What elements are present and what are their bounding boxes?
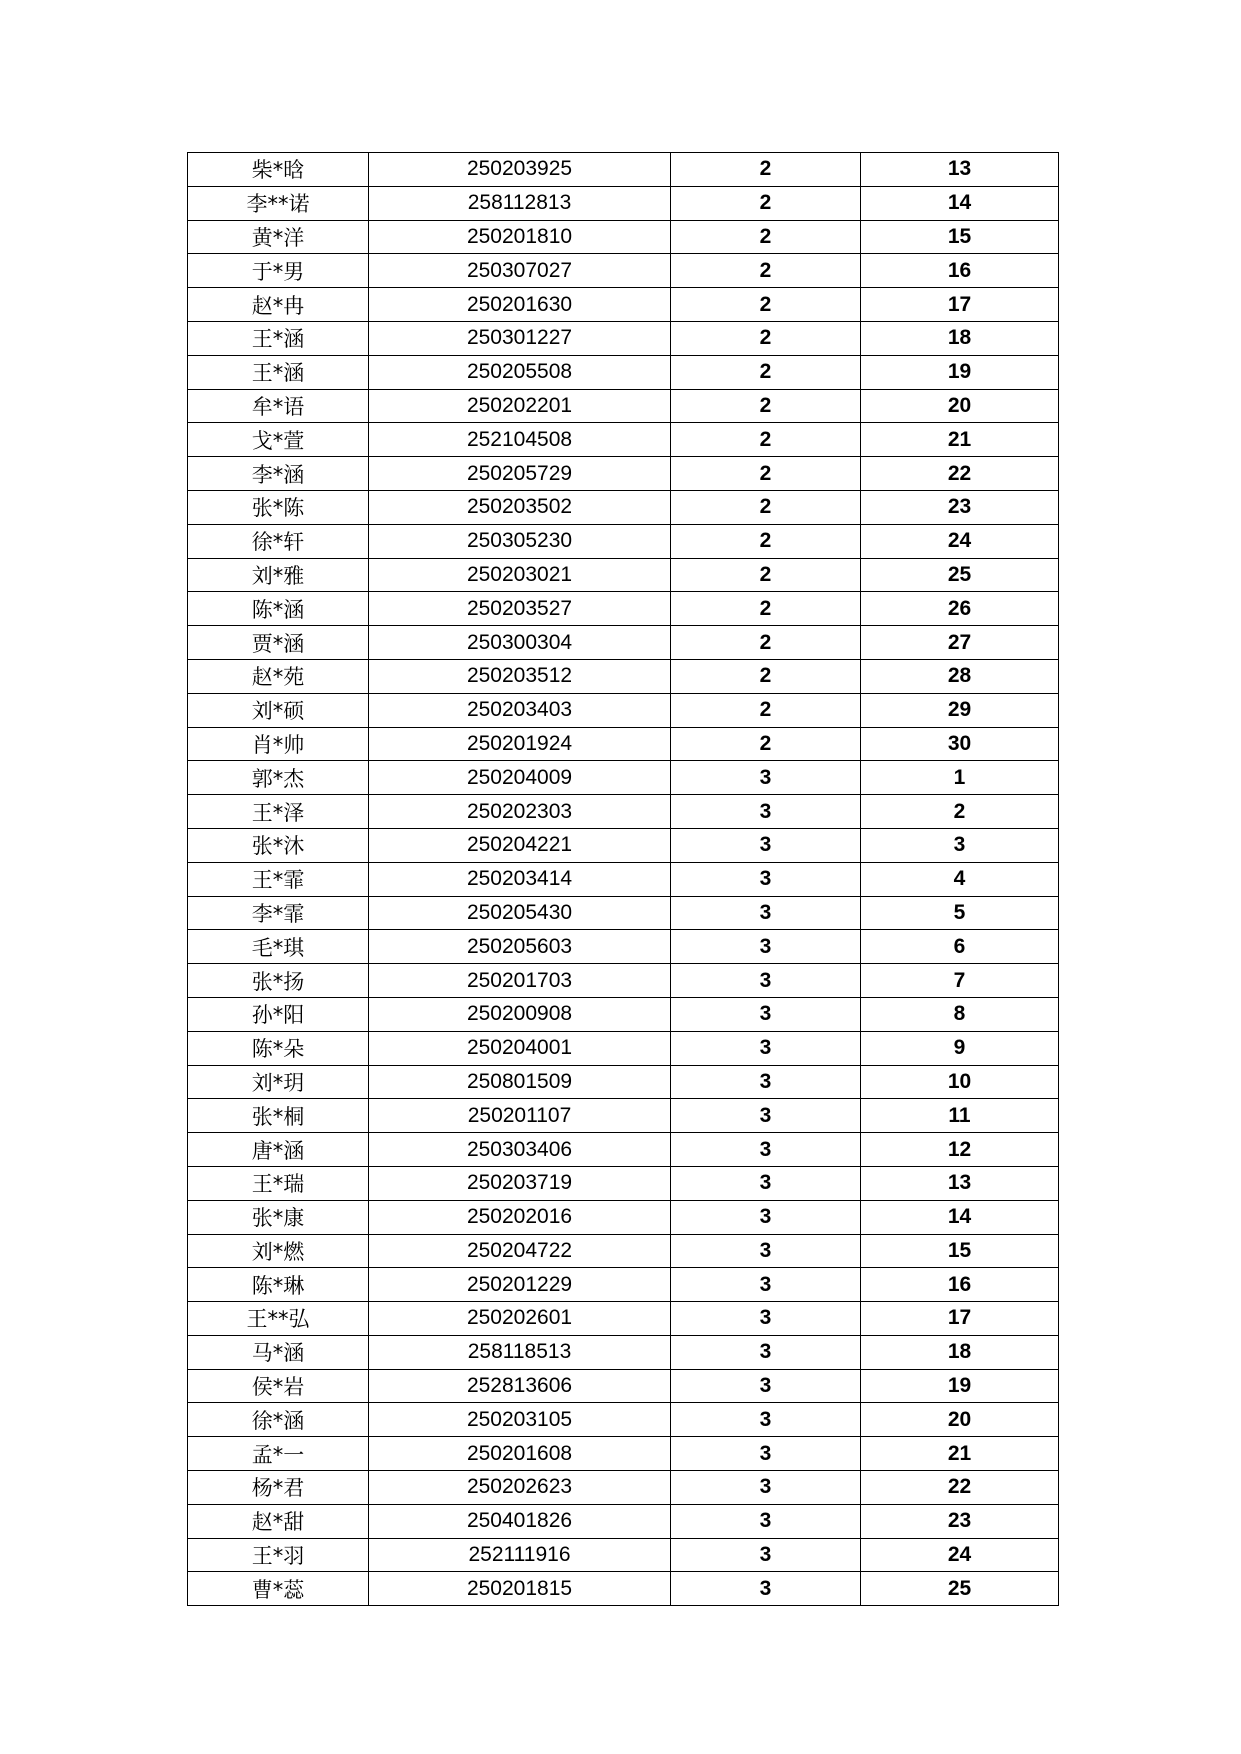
rank-cell: 16	[861, 254, 1059, 288]
student-name-cell: 徐*轩	[188, 524, 369, 558]
rank-cell: 8	[861, 997, 1059, 1031]
student-name-cell: 黄*洋	[188, 220, 369, 254]
rank-cell: 24	[861, 524, 1059, 558]
table-row	[188, 930, 1059, 964]
grade-cell: 2	[671, 626, 861, 660]
grade-cell: 2	[671, 490, 861, 524]
grade-cell: 2	[671, 186, 861, 220]
table-row	[188, 727, 1059, 761]
grade-cell: 2	[671, 659, 861, 693]
table-row	[188, 828, 1059, 862]
grade-cell: 3	[671, 1099, 861, 1133]
rank-cell: 7	[861, 964, 1059, 998]
rank-cell: 4	[861, 862, 1059, 896]
rank-cell: 12	[861, 1133, 1059, 1167]
student-id-cell: 250201815	[369, 1572, 671, 1606]
table-row	[188, 626, 1059, 660]
table-row	[188, 1234, 1059, 1268]
grade-cell: 3	[671, 1065, 861, 1099]
grade-cell: 3	[671, 828, 861, 862]
grade-cell: 3	[671, 964, 861, 998]
student-id-cell: 250203105	[369, 1403, 671, 1437]
student-id-cell: 250201229	[369, 1268, 671, 1302]
student-name-cell: 贾*涵	[188, 626, 369, 660]
student-id-cell: 250204001	[369, 1031, 671, 1065]
rank-cell: 29	[861, 693, 1059, 727]
rank-cell: 28	[861, 659, 1059, 693]
student-name-cell: 柴*晗	[188, 153, 369, 187]
student-name-cell: 李*霏	[188, 896, 369, 930]
student-id-cell: 250204221	[369, 828, 671, 862]
table-row	[188, 1504, 1059, 1538]
table-row	[188, 1572, 1059, 1606]
table-row	[188, 1268, 1059, 1302]
student-id-cell: 250201630	[369, 288, 671, 322]
grade-cell: 3	[671, 1471, 861, 1505]
rank-cell: 1	[861, 761, 1059, 795]
grade-cell: 2	[671, 693, 861, 727]
student-id-cell: 250202623	[369, 1471, 671, 1505]
rank-cell: 18	[861, 1335, 1059, 1369]
student-name-cell: 刘*硕	[188, 693, 369, 727]
rank-cell: 30	[861, 727, 1059, 761]
table-row	[188, 1065, 1059, 1099]
rank-cell: 21	[861, 423, 1059, 457]
table-row	[188, 288, 1059, 322]
rank-cell: 20	[861, 389, 1059, 423]
table-row	[188, 457, 1059, 491]
student-name-cell: 王**弘	[188, 1302, 369, 1336]
student-id-cell: 250202201	[369, 389, 671, 423]
student-name-cell: 赵*甜	[188, 1504, 369, 1538]
student-name-cell: 唐*涵	[188, 1133, 369, 1167]
rank-cell: 26	[861, 592, 1059, 626]
student-name-cell: 孟*一	[188, 1437, 369, 1471]
grade-cell: 3	[671, 1572, 861, 1606]
student-name-cell: 马*涵	[188, 1335, 369, 1369]
student-name-cell: 曹*蕊	[188, 1572, 369, 1606]
rank-cell: 9	[861, 1031, 1059, 1065]
grade-cell: 3	[671, 1234, 861, 1268]
rank-cell: 10	[861, 1065, 1059, 1099]
grade-cell: 3	[671, 1504, 861, 1538]
rank-cell: 21	[861, 1437, 1059, 1471]
rank-cell: 22	[861, 457, 1059, 491]
student-id-cell: 250203512	[369, 659, 671, 693]
student-name-cell: 张*康	[188, 1200, 369, 1234]
table-row	[188, 693, 1059, 727]
student-id-cell: 250203925	[369, 153, 671, 187]
student-name-cell: 张*扬	[188, 964, 369, 998]
student-id-cell: 250301227	[369, 321, 671, 355]
rank-cell: 13	[861, 1166, 1059, 1200]
rank-cell: 17	[861, 288, 1059, 322]
student-id-cell: 250201703	[369, 964, 671, 998]
student-id-cell: 250203414	[369, 862, 671, 896]
student-name-cell: 毛*琪	[188, 930, 369, 964]
student-name-cell: 杨*君	[188, 1471, 369, 1505]
grade-cell: 2	[671, 288, 861, 322]
table-row	[188, 862, 1059, 896]
grade-cell: 3	[671, 1302, 861, 1336]
student-name-cell: 王*涵	[188, 321, 369, 355]
table-row	[188, 1403, 1059, 1437]
grade-cell: 3	[671, 1369, 861, 1403]
rank-cell: 14	[861, 1200, 1059, 1234]
grade-cell: 2	[671, 457, 861, 491]
student-id-cell: 250200908	[369, 997, 671, 1031]
rank-cell: 19	[861, 355, 1059, 389]
rank-cell: 2	[861, 795, 1059, 829]
grade-cell: 3	[671, 1437, 861, 1471]
student-id-cell: 252111916	[369, 1538, 671, 1572]
student-id-cell: 250205430	[369, 896, 671, 930]
student-id-cell: 250305230	[369, 524, 671, 558]
grade-cell: 3	[671, 1200, 861, 1234]
student-id-cell: 250205508	[369, 355, 671, 389]
rank-cell: 3	[861, 828, 1059, 862]
table-row	[188, 1133, 1059, 1167]
table-row	[188, 1099, 1059, 1133]
student-name-cell: 陈*涵	[188, 592, 369, 626]
student-id-cell: 250203021	[369, 558, 671, 592]
student-name-cell: 王*霏	[188, 862, 369, 896]
student-name-cell: 王*涵	[188, 355, 369, 389]
rank-cell: 22	[861, 1471, 1059, 1505]
student-name-cell: 李**诺	[188, 186, 369, 220]
grade-cell: 3	[671, 1538, 861, 1572]
table-row	[188, 220, 1059, 254]
roster-body	[188, 153, 1059, 1606]
student-id-cell: 250204009	[369, 761, 671, 795]
table-row	[188, 1369, 1059, 1403]
rank-cell: 23	[861, 1504, 1059, 1538]
student-name-cell: 陈*朵	[188, 1031, 369, 1065]
grade-cell: 3	[671, 1403, 861, 1437]
grade-cell: 3	[671, 930, 861, 964]
table-row	[188, 524, 1059, 558]
grade-cell: 2	[671, 524, 861, 558]
student-name-cell: 侯*岩	[188, 1369, 369, 1403]
rank-cell: 25	[861, 558, 1059, 592]
grade-cell: 2	[671, 355, 861, 389]
student-id-cell: 250202601	[369, 1302, 671, 1336]
table-row	[188, 795, 1059, 829]
student-name-cell: 陈*琳	[188, 1268, 369, 1302]
student-id-cell: 250203527	[369, 592, 671, 626]
student-name-cell: 王*羽	[188, 1538, 369, 1572]
rank-cell: 24	[861, 1538, 1059, 1572]
student-name-cell: 赵*冉	[188, 288, 369, 322]
grade-cell: 3	[671, 1166, 861, 1200]
student-id-cell: 250204722	[369, 1234, 671, 1268]
table-row	[188, 761, 1059, 795]
student-name-cell: 徐*涵	[188, 1403, 369, 1437]
rank-cell: 25	[861, 1572, 1059, 1606]
student-id-cell: 258112813	[369, 186, 671, 220]
table-row	[188, 1166, 1059, 1200]
grade-cell: 2	[671, 153, 861, 187]
student-name-cell: 李*涵	[188, 457, 369, 491]
grade-cell: 2	[671, 321, 861, 355]
rank-cell: 11	[861, 1099, 1059, 1133]
table-row	[188, 1200, 1059, 1234]
student-name-cell: 孙*阳	[188, 997, 369, 1031]
student-id-cell: 250202016	[369, 1200, 671, 1234]
grade-cell: 2	[671, 423, 861, 457]
rank-cell: 27	[861, 626, 1059, 660]
student-id-cell: 250201810	[369, 220, 671, 254]
student-name-cell: 赵*苑	[188, 659, 369, 693]
grade-cell: 2	[671, 727, 861, 761]
rank-cell: 5	[861, 896, 1059, 930]
table-row	[188, 490, 1059, 524]
grade-cell: 2	[671, 558, 861, 592]
table-row	[188, 896, 1059, 930]
student-id-cell: 250203719	[369, 1166, 671, 1200]
student-id-cell: 250202303	[369, 795, 671, 829]
student-id-cell: 250201107	[369, 1099, 671, 1133]
student-id-cell: 250201924	[369, 727, 671, 761]
rank-cell: 19	[861, 1369, 1059, 1403]
grade-cell: 2	[671, 592, 861, 626]
rank-cell: 13	[861, 153, 1059, 187]
grade-cell: 3	[671, 997, 861, 1031]
student-id-cell: 250203502	[369, 490, 671, 524]
grade-cell: 3	[671, 1335, 861, 1369]
student-name-cell: 张*桐	[188, 1099, 369, 1133]
table-row	[188, 321, 1059, 355]
student-id-cell: 250401826	[369, 1504, 671, 1538]
grade-cell: 3	[671, 1133, 861, 1167]
student-id-cell: 250205729	[369, 457, 671, 491]
student-roster-table	[187, 152, 1059, 1606]
grade-cell: 3	[671, 1031, 861, 1065]
rank-cell: 17	[861, 1302, 1059, 1336]
grade-cell: 3	[671, 761, 861, 795]
grade-cell: 3	[671, 1268, 861, 1302]
table-row	[188, 423, 1059, 457]
student-id-cell: 250300304	[369, 626, 671, 660]
student-id-cell: 250203403	[369, 693, 671, 727]
table-row	[188, 592, 1059, 626]
table-row	[188, 389, 1059, 423]
student-name-cell: 肖*帅	[188, 727, 369, 761]
student-name-cell: 刘*玥	[188, 1065, 369, 1099]
grade-cell: 2	[671, 254, 861, 288]
rank-cell: 15	[861, 220, 1059, 254]
student-name-cell: 张*沐	[188, 828, 369, 862]
student-id-cell: 258118513	[369, 1335, 671, 1369]
student-id-cell: 252104508	[369, 423, 671, 457]
student-name-cell: 刘*雅	[188, 558, 369, 592]
rank-cell: 16	[861, 1268, 1059, 1302]
student-name-cell: 于*男	[188, 254, 369, 288]
student-id-cell: 252813606	[369, 1369, 671, 1403]
table-row	[188, 355, 1059, 389]
table-row	[188, 1031, 1059, 1065]
student-name-cell: 刘*燃	[188, 1234, 369, 1268]
table-row	[188, 1437, 1059, 1471]
table-row	[188, 1471, 1059, 1505]
table-row	[188, 186, 1059, 220]
table-row	[188, 964, 1059, 998]
student-name-cell: 郭*杰	[188, 761, 369, 795]
table-row	[188, 1302, 1059, 1336]
grade-cell: 2	[671, 220, 861, 254]
student-name-cell: 王*瑞	[188, 1166, 369, 1200]
grade-cell: 2	[671, 389, 861, 423]
rank-cell: 15	[861, 1234, 1059, 1268]
rank-cell: 18	[861, 321, 1059, 355]
table-row	[188, 659, 1059, 693]
table-row	[188, 997, 1059, 1031]
student-id-cell: 250205603	[369, 930, 671, 964]
grade-cell: 3	[671, 896, 861, 930]
student-name-cell: 张*陈	[188, 490, 369, 524]
student-id-cell: 250801509	[369, 1065, 671, 1099]
table-row	[188, 153, 1059, 187]
rank-cell: 14	[861, 186, 1059, 220]
rank-cell: 6	[861, 930, 1059, 964]
table-row	[188, 254, 1059, 288]
table-row	[188, 558, 1059, 592]
student-id-cell: 250201608	[369, 1437, 671, 1471]
student-id-cell: 250303406	[369, 1133, 671, 1167]
rank-cell: 20	[861, 1403, 1059, 1437]
student-name-cell: 戈*萱	[188, 423, 369, 457]
grade-cell: 3	[671, 795, 861, 829]
student-id-cell: 250307027	[369, 254, 671, 288]
grade-cell: 3	[671, 862, 861, 896]
student-name-cell: 牟*语	[188, 389, 369, 423]
rank-cell: 23	[861, 490, 1059, 524]
table-row	[188, 1538, 1059, 1572]
student-name-cell: 王*泽	[188, 795, 369, 829]
table-row	[188, 1335, 1059, 1369]
